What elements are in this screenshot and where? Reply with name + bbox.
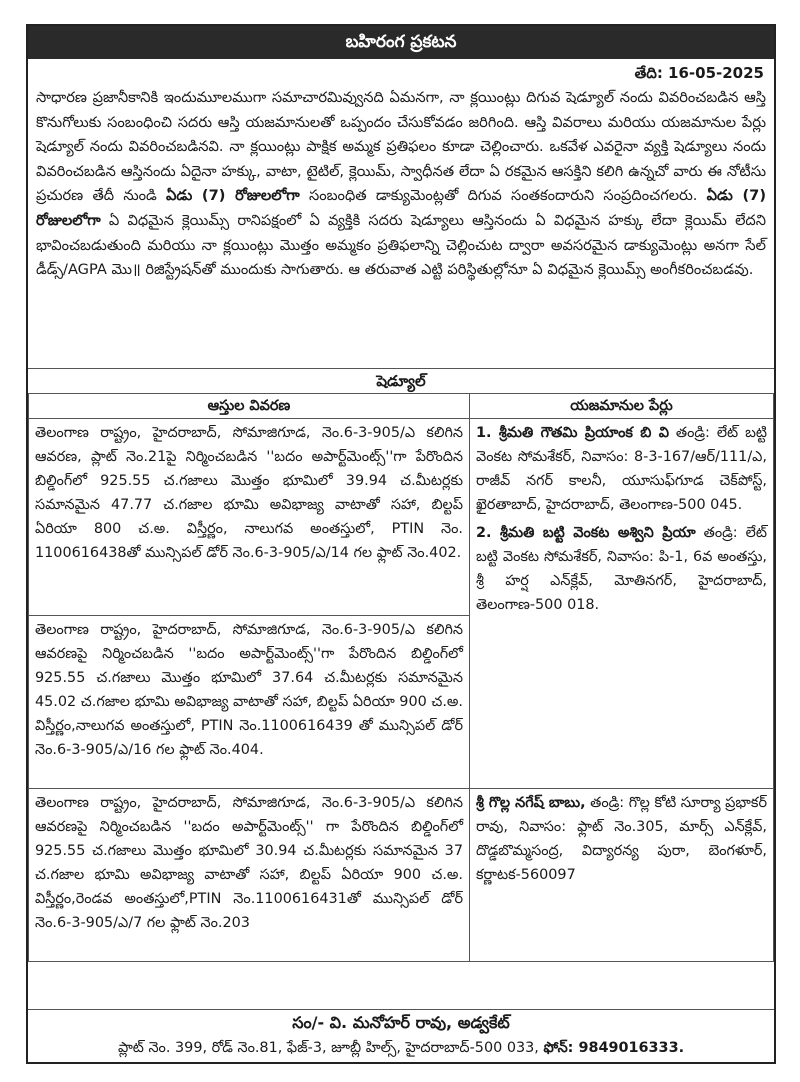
body-deadline-2: ఏడు (7) రోజులలోగా	[36, 187, 766, 229]
owner-2	[476, 521, 767, 617]
owner-3-detail: తండ్రి: గొల్ల కోటి సూర్యా ప్రభాకర్ రావు, నివాసం: ఫ్లాట్ నెం.305, మార్స్ ఎన్‌క్లేవ్, దొడ్డబొమ్మసంద్ర, విద్యారన్య పురా, బెంగళూర్, కర్ణాటక-560097	[476, 795, 767, 883]
owner-1	[476, 421, 767, 517]
schedule-table	[28, 393, 774, 962]
phone-number: ఫోన్: 9849016333.	[543, 1040, 685, 1056]
public-notice	[26, 24, 776, 1064]
body-deadline-1: ఏడు (7) రోజులలోగా	[166, 187, 300, 205]
notice-footer	[28, 1009, 774, 1062]
schedule-title: షెడ్యూల్	[28, 368, 774, 393]
body-text-3: ఏ విధమైన క్లెయిమ్స్ రానిపక్షంలో ఏ వ్యక్తికి సదరు షెడ్యూలు ఆస్తినందు ఏ విధమైన హక్కు లేదా క్లెయిమ్ లేదని భావించబడుతుంది మరియు నా క్లయింట్లు మొత్తం అమ్మకం ప్రతిఫలాన్ని చెల్లించుట ద్వారా అవసరమైన డాక్యుమెంట్లు అనగా సేల్ డీడ్స్/AGPA మొ॥ రిజిస్ట్రేషన్‌తో ముందుకు సాగుతారు. ఆ తరువాత ఎట్టి పరిస్థితుల్లోనూ ఏ విధమైన క్లెయిమ్స్ అంగీకరించబడవు.	[36, 211, 766, 279]
advocate-signature: సం/- వి. మనోహర్ రావు, అడ్వకేట్	[292, 1013, 510, 1032]
owners-cell-a	[470, 419, 774, 789]
owners-cell-b	[470, 789, 774, 962]
advocate-address	[28, 1036, 774, 1062]
notice-body	[28, 86, 774, 368]
owner-1-name: 1. శ్రీమతి గౌతమి ప్రియాంక బి వి	[476, 425, 669, 441]
notice-title: బహిరంగ ప్రకటన	[28, 26, 774, 59]
owner-2-detail: తండ్రి: లేట్ బట్టి వెంకట సోమశేకర్, నివాసం: పి-1, 6వ అంతస్తు, శ్రీ హర్ష ఎన్‌క్లేవ్, మోతినగర్, హైదరాబాద్, తెలంగాణ-500 018.	[476, 525, 767, 613]
owners-column-header: యజమానుల పేర్లు	[470, 394, 774, 419]
property-2: తెలంగాణ రాష్ట్రం, హైదరాబాద్, సోమాజిగూడ, నెం.6-3-905/ఎ కలిగిన ఆవరణపై నిర్మించబడిన ''బదం అపార్ట్‌మెంట్స్''గా పేరొందిన బిల్డింగ్‌లో 925.55 చ.గజాలు మొత్తం భూమిలో 37.64 చ.మీటర్లకు సమానమైన 45.02 చ.గజాల భూమి అవిభాజ్య వాటాతో సహా, బిల్టప్ ఏరియా 900 చ.అ. విస్తీర్ణం,నాలుగవ అంతస్తులో, PTIN నెం.1100616439 తో మున్సిపల్ డోర్ నెం.6-3-905/ఎ/16 గల ఫ్లాట్ నెం.404.	[29, 616, 470, 789]
property-column-header: ఆస్తుల వివరణ	[29, 394, 470, 419]
property-3: తెలంగాణ రాష్ట్రం, హైదరాబాద్, సోమాజిగూడ, నెం.6-3-905/ఎ కలిగిన ఆవరణపై నిర్మించబడిన ''బదం అపార్ట్‌మెంట్స్'' గా పేరొందిన బిల్డింగ్‌లో 925.55 చ.గజాలు మొత్తం భూమిలో 30.94 చ.మీటర్లకు సమానమైన 37 చ.గజాల భూమి అవిభాజ్య వాటాతో సహా, బిల్టప్ ఏరియా 900 చ.అ. విస్తీర్ణం,రెండవ అంతస్తులో,PTIN నెం.1100616431తో మున్సిపల్ డోర్ నెం.6-3-905/ఎ/7 గల ఫ్లాట్ నెం.203	[29, 789, 470, 962]
owner-3-name: శ్రీ గొల్ల నగేష్ బాబు,	[476, 795, 586, 811]
address-text: ప్లాట్ నెం. 399, రోడ్ నెం.81, ఫేజ్-3, జూబ్లీ హిల్స్, హైదరాబాద్-500 033,	[117, 1040, 544, 1056]
owner-2-name: 2. శ్రీమతి బట్టి వెంకట అశ్విని ప్రియా	[476, 525, 696, 541]
body-text-2: సంబంధిత డాక్యుమెంట్లతో దిగువ సంతకందారుని సంప్రదించగలరు.	[299, 187, 707, 205]
property-1: తెలంగాణ రాష్ట్రం, హైదరాబాద్, సోమాజిగూడ, నెం.6-3-905/ఎ కలిగిన ఆవరణ, ప్లాట్ నెం.21పై నిర్మించబడిన ''బదం అపార్ట్‌మెంట్స్''గా పేరొందిన బిల్డింగ్‌లో 925.55 చ.గజాలు మొత్తం భూమిలో 39.94 చ.మీటర్లకు సమానమైన 47.77 చ.గజాల భూమి అవిభాజ్య వాటాతో సహా, బిల్టప్ ఏరియా 800 చ.అ. విస్తీర్ణం, నాలుగవ అంతస్తులో, PTIN నెం. 1100616438తో మున్సిపల్ డోర్ నెం.6-3-905/ఎ/14 గల ఫ్లాట్ నెం.402.	[29, 419, 470, 616]
notice-date: తేది: 16-05-2025	[634, 64, 764, 82]
body-text-1: సాధారణ ప్రజానీకానికి ఇందుమూలముగా సమాచారమివ్వునది ఏమనగా, నా క్లయింట్లు దిగువ షెడ్యూల్ నందు వివరించబడిన ఆస్తి కొనుగోలుకు సంబంధించి సదరు ఆస్తి యజమానులతో ఒప్పందం చేసుకోవడం జరిగింది. ఆస్తి వివరాలు మరియు యజమానుల పేర్లు షెడ్యూల్ నందు వివరించబడినవి. నా క్లయింట్లు పాక్షిక అమ్మక ప్రతిఫలం కూడా చెల్లించారు. ఒకవేళ ఎవరైనా వ్యక్తి షెడ్యూలు నందు వివరించబడిన ఆస్తినందు ఏదైనా హక్కు, వాటా, టైటిల్, క్లెయిమ్, స్వాధీనత లేదా ఏ రకమైన ఆసక్తిని కలిగి ఉన్నచో వారు ఈ నోటీసు ప్రచురణ తేదీ నుండి	[36, 89, 766, 205]
owner-1-detail: తండ్రి: లేట్ బట్టి వెంకట సోమశేకర్, నివాసం: 8-3-167/ఆర్/111/ఎ, రాజీవ్ నగర్ కాలనీ, యూసుఫ్‌గూడ చెక్‌పోస్ట్, ఖైరతాబాద్, హైదరాబాద్, తెలంగాణ-500 045.	[476, 425, 767, 513]
